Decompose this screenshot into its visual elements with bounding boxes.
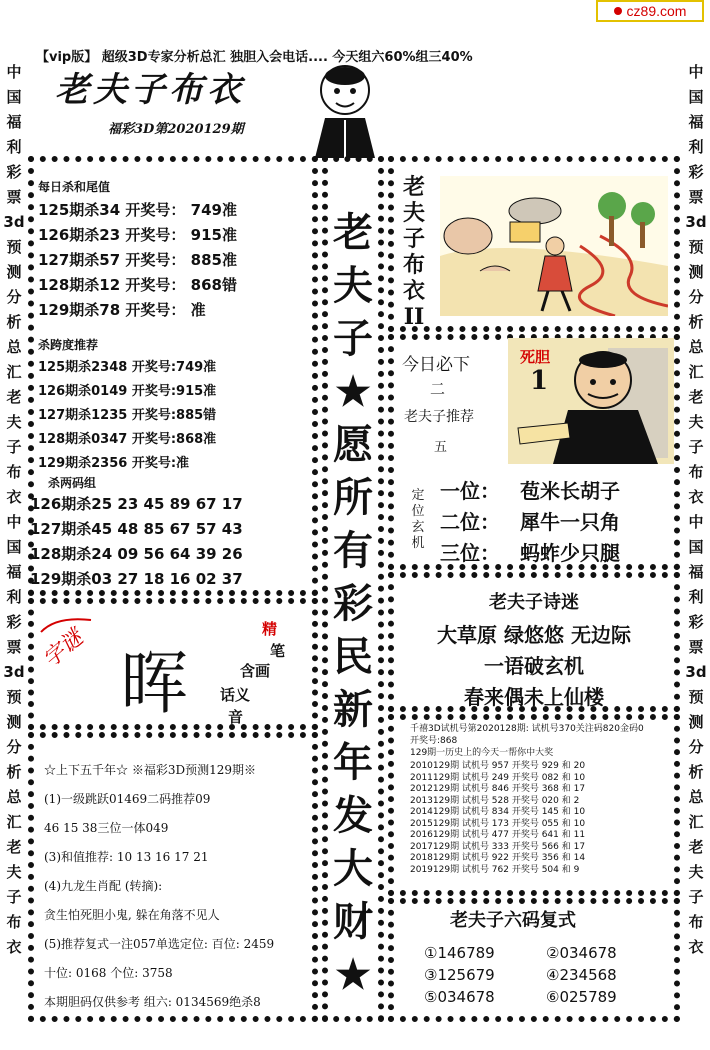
side-char: 票 bbox=[688, 638, 704, 656]
side-char: 福 bbox=[6, 113, 22, 131]
span-row: 129期杀2356 开奖号:准 bbox=[38, 456, 190, 471]
side-char: 汇 bbox=[688, 363, 704, 381]
side-char: 彩 bbox=[688, 613, 704, 631]
span-row: 126期杀0149 开奖号:915准 bbox=[38, 384, 217, 399]
position-text: 犀牛一只角 bbox=[520, 510, 620, 534]
position-text: 蚂蚱少只腿 bbox=[520, 541, 620, 565]
issue-number: 福彩3D第2020129期 bbox=[108, 122, 244, 137]
slogan-char: 大 bbox=[333, 845, 373, 892]
positions-side-char: 机 bbox=[411, 536, 425, 551]
span-row: 125期杀2348 开奖号:749准 bbox=[38, 360, 217, 375]
side-char: 中 bbox=[688, 63, 704, 81]
header-cartoon-image bbox=[300, 58, 390, 158]
side-char: 福 bbox=[688, 563, 704, 581]
side-char: 预 bbox=[688, 238, 704, 256]
landscape-illustration bbox=[440, 176, 668, 316]
six-code-item: ①146789 bbox=[424, 944, 495, 962]
site-badge[interactable] bbox=[596, 0, 704, 22]
side-char: 夫 bbox=[688, 413, 704, 431]
side-char: 票 bbox=[6, 638, 22, 656]
poem-line: 大草原 绿悠悠 无边际 bbox=[437, 623, 631, 647]
trial-row: 2015129期 试机号 173 开奖号 055 和 10 bbox=[410, 818, 586, 829]
two-code-row: 126期杀25 23 45 89 67 17 bbox=[30, 495, 243, 513]
slogan-char: 彩 bbox=[333, 580, 373, 627]
side-char: 国 bbox=[688, 88, 704, 106]
badge-dot-icon bbox=[614, 7, 622, 15]
side-char: 分 bbox=[688, 738, 704, 756]
side-char: 汇 bbox=[6, 813, 22, 831]
slogan-char: 财 bbox=[333, 898, 373, 945]
positions-side-char: 位 bbox=[411, 504, 425, 519]
side-char: 布 bbox=[688, 913, 704, 931]
six-code-item: ④234568 bbox=[546, 966, 617, 984]
side-char: 老 bbox=[688, 838, 704, 856]
prediction-line: 本期胆码仅供参考 组六: 0134569绝杀8 bbox=[44, 995, 261, 1009]
side-char: 总 bbox=[688, 338, 704, 356]
position-label: 一位： bbox=[440, 479, 500, 503]
slogan-char: 老 bbox=[333, 209, 373, 256]
trial-head-3: 129期一历史上的今天一帮你中大奖 bbox=[410, 748, 554, 758]
trial-head-2: 开奖号:868 bbox=[410, 736, 458, 746]
vip-banner: 【vip版】 超级3D专家分析总汇 独胆入会电话.... 今天组六60%组三40% bbox=[36, 50, 473, 65]
positions-list bbox=[440, 476, 620, 569]
side-char: 利 bbox=[6, 588, 22, 606]
side-char: 老 bbox=[688, 388, 704, 406]
six-code-item: ⑥025789 bbox=[546, 988, 617, 1006]
cartoon-label: 死胆 bbox=[520, 348, 551, 366]
riddle-character: 晖 bbox=[120, 645, 189, 724]
slogan-char: 有 bbox=[333, 527, 373, 574]
side-char: 总 bbox=[6, 338, 22, 356]
kill-sum-row: 127期杀57 开奖号： 885准 bbox=[38, 251, 237, 269]
six-code-grid bbox=[424, 942, 674, 1008]
side-char: 国 bbox=[688, 538, 704, 556]
side-char: 总 bbox=[6, 788, 22, 806]
kill-sum-row: 126期杀23 开奖号： 915准 bbox=[38, 226, 237, 244]
side-char: 测 bbox=[688, 713, 704, 731]
kill-sum-row: 129期杀78 开奖号： 准 bbox=[38, 301, 206, 319]
trial-row: 2011129期 试机号 249 开奖号 082 和 10 bbox=[410, 772, 586, 783]
page-title: 老夫子布衣 bbox=[55, 70, 245, 110]
side-char: 布 bbox=[6, 463, 22, 481]
side-char: 预 bbox=[688, 688, 704, 706]
side-char: 中 bbox=[6, 513, 22, 531]
side-char: 彩 bbox=[6, 613, 22, 631]
prediction-line: (5)推荐复式一注057单选定位: 百位: 2459 bbox=[44, 937, 275, 951]
picture-title bbox=[398, 174, 430, 330]
position-label: 二位： bbox=[440, 510, 500, 534]
two-code-row: 128期杀24 09 56 64 39 26 bbox=[30, 545, 243, 563]
riddle-swoosh-icon bbox=[36, 612, 96, 642]
side-char: 3d bbox=[685, 213, 707, 231]
side-char: 测 bbox=[6, 263, 22, 281]
side-char: 老 bbox=[6, 838, 22, 856]
two-code-heading: 杀两码组 bbox=[48, 476, 97, 490]
side-char: 夫 bbox=[6, 863, 22, 881]
kill-sum-list bbox=[38, 198, 237, 323]
poem-line: 春来偶未上仙楼 bbox=[464, 685, 604, 709]
span-list bbox=[38, 356, 216, 476]
side-char: 析 bbox=[6, 763, 22, 781]
side-char: 夫 bbox=[6, 413, 22, 431]
side-char: 衣 bbox=[6, 938, 22, 956]
six-code-title: 老夫子六码复式 bbox=[450, 910, 576, 931]
side-char: 析 bbox=[688, 313, 704, 331]
must-value: 二 bbox=[430, 380, 446, 398]
side-char: 分 bbox=[688, 288, 704, 306]
picture-title-char: II bbox=[403, 304, 425, 330]
side-text-left bbox=[2, 60, 26, 960]
two-code-row: 127期杀45 48 85 67 57 43 bbox=[30, 520, 243, 538]
slogan-char: 子 bbox=[333, 315, 373, 362]
picture-title-char: 老 bbox=[402, 174, 425, 200]
side-char: 总 bbox=[688, 788, 704, 806]
prediction-line: ☆上下五千年☆ ※福彩3D预测129期※ bbox=[44, 763, 256, 777]
slogan-char: 夫 bbox=[333, 262, 373, 309]
side-char: 票 bbox=[6, 188, 22, 206]
trial-history-list bbox=[410, 761, 585, 876]
prediction-line: (1)一级跳跃01469二码推荐09 bbox=[44, 792, 211, 806]
slogan-char: 新 bbox=[333, 686, 373, 733]
trial-row: 2012129期 试机号 846 开奖号 368 和 17 bbox=[410, 784, 586, 794]
side-char: 中 bbox=[6, 63, 22, 81]
site-badge-label: cz89.com bbox=[626, 3, 687, 19]
slogan-char: ★ bbox=[335, 951, 371, 998]
span-row: 128期杀0347 开奖号:868准 bbox=[38, 432, 217, 447]
trial-row: 2019129期 试机号 762 开奖号 504 和 9 bbox=[410, 864, 580, 875]
trial-row: 2013129期 试机号 528 开奖号 020 和 2 bbox=[410, 795, 580, 806]
side-char: 布 bbox=[6, 913, 22, 931]
position-row bbox=[440, 538, 620, 569]
side-char: 福 bbox=[6, 563, 22, 581]
span-row: 127期杀1235 开奖号:885错 bbox=[38, 408, 217, 423]
must-label: 今日必下 bbox=[402, 355, 470, 375]
prediction-line: (4)九龙生肖配 (转摘): bbox=[44, 879, 163, 893]
six-code-item: ②034678 bbox=[546, 944, 617, 962]
vertical-slogan bbox=[323, 206, 383, 1001]
position-label: 三位： bbox=[440, 541, 500, 565]
slogan-char: 所 bbox=[333, 474, 373, 521]
poem-line: 一语破玄机 bbox=[484, 654, 584, 678]
side-char: 析 bbox=[688, 763, 704, 781]
riddle-label: 字谜 bbox=[38, 625, 89, 673]
kill-sum-row: 125期杀34 开奖号： 749准 bbox=[38, 201, 237, 219]
slogan-char: ★ bbox=[335, 368, 371, 415]
side-char: 彩 bbox=[688, 163, 704, 181]
riddle-huayi: 话义 bbox=[220, 686, 251, 704]
two-code-row: 129期杀03 27 18 16 02 37 bbox=[30, 570, 243, 588]
side-char: 3d bbox=[685, 663, 707, 681]
prediction-notes bbox=[44, 756, 274, 1017]
prediction-line: (3)和值推荐: 10 13 16 17 21 bbox=[44, 850, 209, 864]
prediction-line: 46 15 38三位一体049 bbox=[44, 821, 169, 835]
slogan-char: 愿 bbox=[333, 421, 373, 468]
rec-value: 五 bbox=[434, 440, 448, 455]
six-code-item: ③125679 bbox=[424, 966, 495, 984]
riddle-yin: 音 bbox=[228, 708, 244, 726]
side-char: 汇 bbox=[688, 813, 704, 831]
side-char: 布 bbox=[688, 463, 704, 481]
side-char: 夫 bbox=[688, 863, 704, 881]
side-char: 利 bbox=[688, 588, 704, 606]
side-char: 测 bbox=[688, 263, 704, 281]
trial-row: 2014129期 试机号 834 开奖号 145 和 10 bbox=[410, 807, 586, 817]
side-char: 预 bbox=[6, 238, 22, 256]
cartoon-number: 1 bbox=[530, 366, 549, 396]
poem-lines bbox=[384, 620, 684, 713]
picture-title-char: 夫 bbox=[402, 200, 425, 226]
side-char: 中 bbox=[688, 513, 704, 531]
riddle-jing: 精 bbox=[262, 620, 278, 638]
riddle-bi: 笔 bbox=[270, 642, 286, 660]
kill-sum-row: 128期杀12 开奖号： 868错 bbox=[38, 276, 237, 294]
picture-title-char: 布 bbox=[402, 252, 425, 278]
side-char: 福 bbox=[688, 113, 704, 131]
side-char: 子 bbox=[688, 888, 704, 906]
position-text: 苞米长胡子 bbox=[520, 479, 620, 503]
positions-side-label bbox=[410, 488, 426, 552]
positions-side-char: 玄 bbox=[411, 520, 425, 535]
side-char: 衣 bbox=[6, 488, 22, 506]
side-char: 分 bbox=[6, 288, 22, 306]
side-char: 子 bbox=[6, 438, 22, 456]
kill-sum-heading: 每日杀和尾值 bbox=[38, 180, 111, 194]
position-row bbox=[440, 507, 620, 538]
prediction-line: 十位: 0168 个位: 3758 bbox=[44, 966, 173, 980]
poem-title: 老夫子诗迷 bbox=[489, 592, 579, 613]
prediction-line: 贪生怕死胆小鬼, 躲在角落不见人 bbox=[44, 908, 220, 922]
six-code-item: ⑤034678 bbox=[424, 988, 495, 1006]
side-char: 衣 bbox=[688, 938, 704, 956]
positions-side-char: 定 bbox=[411, 488, 425, 503]
side-char: 老 bbox=[6, 388, 22, 406]
picture-title-char: 衣 bbox=[402, 278, 425, 304]
trial-row: 2017129期 试机号 333 开奖号 566 和 17 bbox=[410, 841, 586, 852]
side-char: 预 bbox=[6, 688, 22, 706]
span-heading: 杀跨度推荐 bbox=[38, 338, 99, 352]
side-char: 子 bbox=[6, 888, 22, 906]
slogan-char: 年 bbox=[333, 739, 373, 786]
side-char: 票 bbox=[688, 188, 704, 206]
slogan-char: 民 bbox=[333, 633, 373, 680]
side-char: 3d bbox=[3, 663, 25, 681]
side-char: 分 bbox=[6, 738, 22, 756]
trial-row: 2018129期 试机号 922 开奖号 356 和 14 bbox=[410, 853, 586, 863]
trial-head-1: 千禧3D试机号第2020128期: 试机号370关注码820金码0 bbox=[410, 724, 644, 734]
slogan-char: 发 bbox=[333, 792, 373, 839]
side-char: 彩 bbox=[6, 163, 22, 181]
side-char: 汇 bbox=[6, 363, 22, 381]
riddle-hanhua: 含画 bbox=[240, 662, 271, 680]
side-char: 国 bbox=[6, 88, 22, 106]
two-code-list bbox=[30, 492, 243, 592]
side-char: 子 bbox=[688, 438, 704, 456]
side-char: 利 bbox=[6, 138, 22, 156]
trial-row: 2016129期 试机号 477 开奖号 641 和 11 bbox=[410, 830, 586, 840]
rec-label: 老夫子推荐 bbox=[404, 409, 474, 425]
position-row bbox=[440, 476, 620, 507]
side-char: 析 bbox=[6, 313, 22, 331]
side-char: 3d bbox=[3, 213, 25, 231]
picture-title-char: 子 bbox=[402, 226, 425, 252]
side-char: 测 bbox=[6, 713, 22, 731]
trial-row: 2010129期 试机号 957 开奖号 929 和 20 bbox=[410, 761, 586, 771]
side-char: 国 bbox=[6, 538, 22, 556]
side-char: 衣 bbox=[688, 488, 704, 506]
side-text-right bbox=[684, 60, 708, 960]
side-char: 利 bbox=[688, 138, 704, 156]
